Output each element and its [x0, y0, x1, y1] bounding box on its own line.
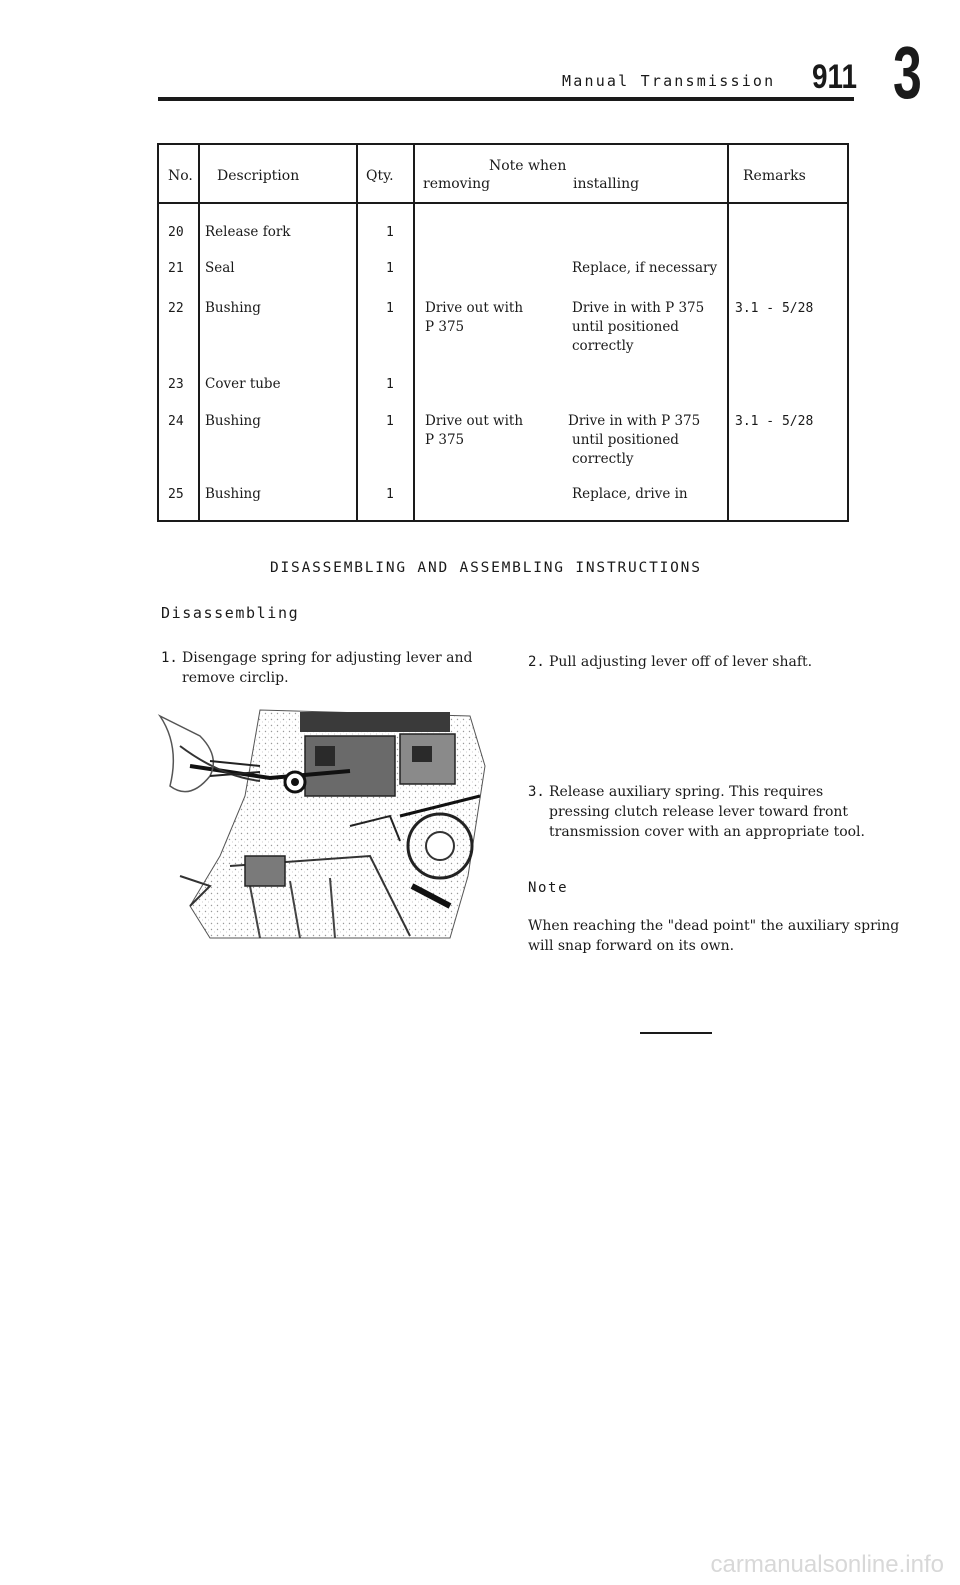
row-21-installing-line: Replace, if necessary: [572, 260, 718, 276]
section-number: 3: [893, 31, 922, 114]
step-1-number: 1.: [161, 650, 178, 666]
note-line: When reaching the "dead point" the auxiliary spring: [528, 918, 900, 934]
row-25-qty: 1: [386, 487, 394, 502]
col-header-no: No.: [168, 168, 193, 184]
col-header-qty: Qty.: [366, 168, 394, 184]
row-24-no: 24: [168, 414, 184, 429]
step-3-number: 3.: [528, 784, 545, 800]
row-25-description: Bushing: [205, 486, 261, 502]
step-3-line: transmission cover with an appropriate tool.: [549, 824, 865, 840]
transmission-photo: [150, 706, 490, 940]
instructions-heading: DISASSEMBLING AND ASSEMBLING INSTRUCTIONS: [270, 560, 702, 576]
note-heading: Note: [528, 880, 569, 896]
step-3-line: Release auxiliary spring. This requires: [549, 784, 824, 800]
parts-table: [157, 143, 849, 522]
row-23-qty: 1: [386, 377, 394, 392]
row-24-installing-line: correctly: [572, 451, 634, 467]
row-20-description: Release fork: [205, 224, 291, 240]
row-24-removing-line: P 375: [425, 432, 465, 448]
table-header-rule: [159, 202, 847, 204]
row-21-no: 21: [168, 261, 184, 276]
watermark: carmanualsonline.info: [710, 1551, 944, 1578]
col-header-note-when: Note when: [489, 158, 567, 174]
row-21-description: Seal: [205, 260, 235, 276]
row-22-installing-line: correctly: [572, 338, 634, 354]
page-header-title: Manual Transmission: [562, 72, 776, 90]
step-2-number: 2.: [528, 654, 545, 670]
col-header-installing: installing: [573, 176, 640, 192]
row-22-no: 22: [168, 301, 184, 316]
row-22-removing-line: P 375: [425, 319, 465, 335]
row-24-description: Bushing: [205, 413, 261, 429]
row-22-description: Bushing: [205, 300, 261, 316]
row-25-no: 25: [168, 487, 184, 502]
row-24-remarks: 3.1 - 5/28: [735, 414, 814, 429]
row-23-no: 23: [168, 377, 184, 392]
model-number: 911: [812, 58, 857, 96]
end-rule: [640, 1032, 712, 1034]
col-header-removing: removing: [423, 176, 491, 192]
row-25-installing-line: Replace, drive in: [572, 486, 688, 502]
col-header-remarks: Remarks: [743, 168, 806, 184]
row-20-no: 20: [168, 225, 184, 240]
note-line: will snap forward on its own.: [528, 938, 735, 954]
step-1-line: Disengage spring for adjusting lever and: [182, 650, 473, 666]
row-22-qty: 1: [386, 301, 394, 316]
col-header-description: Description: [217, 168, 300, 184]
row-24-installing-line: until positioned: [572, 432, 679, 448]
row-22-remarks: 3.1 - 5/28: [735, 301, 814, 316]
row-24-removing-line: Drive out with: [425, 413, 524, 429]
header-rule: [158, 97, 854, 101]
row-22-installing-line: Drive in with P 375: [572, 300, 705, 316]
row-22-installing-line: until positioned: [572, 319, 679, 335]
step-1-line: remove circlip.: [182, 670, 289, 686]
row-23-description: Cover tube: [205, 376, 281, 392]
row-21-qty: 1: [386, 261, 394, 276]
disassembling-subheading: Disassembling: [161, 604, 300, 622]
row-22-removing-line: Drive out with: [425, 300, 524, 316]
step-2-line: Pull adjusting lever off of lever shaft.: [549, 654, 813, 670]
row-24-qty: 1: [386, 414, 394, 429]
step-3-line: pressing clutch release lever toward front: [549, 804, 849, 820]
row-20-qty: 1: [386, 225, 394, 240]
row-24-installing-line: Drive in with P 375: [568, 413, 701, 429]
